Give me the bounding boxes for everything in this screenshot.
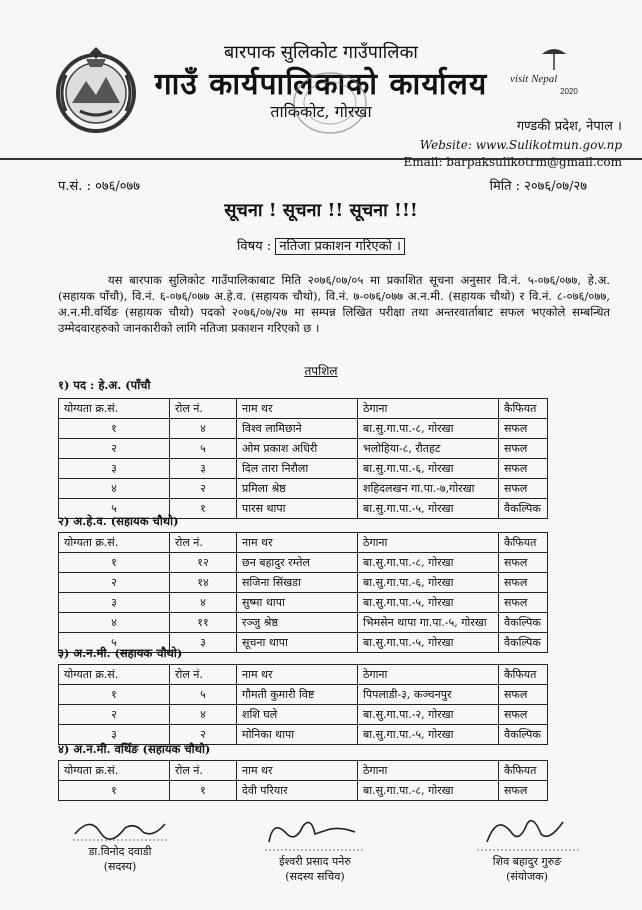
subject-prefix: विषय : — [237, 239, 272, 254]
table-header-row — [59, 665, 548, 685]
cell: ३ — [59, 725, 170, 745]
header-cell: कैफियत — [499, 533, 548, 553]
website[interactable]: Website: www.Sulikotmun.gov.np — [419, 138, 622, 152]
cell: ३ — [59, 593, 170, 613]
table-row — [59, 705, 548, 725]
table-row — [59, 439, 548, 459]
cell: बा.सु.गा.पा.-६, गोरखा — [358, 573, 499, 593]
cell: ४ — [170, 705, 237, 725]
cell: बा.सु.गा.पा.-५, गोरखा — [358, 593, 499, 613]
cell: १२ — [170, 553, 237, 573]
cell: देवी परियार — [237, 781, 358, 801]
cell: विश्व लामिछाने — [237, 419, 358, 439]
cell: सफल — [499, 593, 548, 613]
header-cell: ठेगाना — [358, 665, 499, 685]
header-cell: कैफियत — [499, 399, 548, 419]
signature-block — [462, 808, 592, 884]
cell: मोनिका थापा — [237, 725, 358, 745]
details-label: तपशिल — [304, 364, 338, 378]
cell: ४ — [59, 613, 170, 633]
office-location: ताकिकोट, गोरखा — [270, 102, 372, 121]
cell: ५ — [59, 633, 170, 653]
table-row — [59, 573, 548, 593]
province: गण्डकी प्रदेश, नेपाल । — [516, 119, 622, 134]
table-row — [59, 553, 548, 573]
cell: बा.सु.गा.पा.-६, गोरखा — [358, 459, 499, 479]
header-cell: नाम थर — [237, 533, 358, 553]
cell: भलोहिया-८, रौतहट — [358, 439, 499, 459]
table-row — [59, 685, 548, 705]
header-cell: कैफियत — [499, 761, 548, 781]
signatory-role: (सदस्य) — [103, 860, 137, 873]
signatory-name: शिव बहादुर गुरुङ — [492, 855, 562, 868]
cell: सफल — [499, 479, 548, 499]
cell: १ — [59, 685, 170, 705]
signatory-role: (संयोजक) — [506, 870, 548, 883]
cell: ३ — [170, 633, 237, 653]
cell: १ — [59, 781, 170, 801]
section-title: ४) अ.न.मी. वर्थिङ (सहायक चौथो) — [58, 742, 211, 756]
table-header-row — [59, 399, 548, 419]
cell: १ — [170, 781, 237, 801]
cell: भिमसेन थापा गा.पा.-५, गोरखा — [358, 613, 499, 633]
office-stamp-icon — [290, 68, 370, 138]
header-cell: नाम थर — [237, 665, 358, 685]
signatory-role: (सदस्य सचिव) — [285, 870, 345, 883]
cell: ५ — [170, 439, 237, 459]
header-cell: नाम थर — [237, 761, 358, 781]
cell: १४ — [170, 573, 237, 593]
table-header-row — [59, 761, 548, 781]
signature-block — [60, 812, 180, 874]
cell: २ — [59, 573, 170, 593]
cell: पिपलाडी-३, कञ्चनपुर — [358, 685, 499, 705]
header-cell: कैफियत — [499, 665, 548, 685]
notice-date: मिति : २०७६/०७/२७ — [489, 179, 587, 194]
header-cell: ठेगाना — [358, 399, 499, 419]
cell: दिल तारा निरौला — [237, 459, 358, 479]
header-cell: ठेगाना — [358, 761, 499, 781]
cell: बा.सु.गा.पा.-८, गोरखा — [358, 781, 499, 801]
cell: बा.सु.गा.पा.-५, गोरखा — [358, 633, 499, 653]
cell: सफल — [499, 705, 548, 725]
cell: छन बहादुर रम्तेल — [237, 553, 358, 573]
cell: ३ — [59, 459, 170, 479]
cell: वैकल्पिक — [499, 613, 548, 633]
cell: सजिना सिंखडा — [237, 573, 358, 593]
address-block — [403, 118, 622, 171]
municipality-name: बारपाक सुलिकोट गाउँपालिका — [224, 42, 418, 63]
result-table — [58, 532, 548, 653]
cell: सफल — [499, 459, 548, 479]
result-table — [58, 664, 548, 745]
cell: सफल — [499, 439, 548, 459]
table-row — [59, 479, 548, 499]
header-cell: नाम थर — [237, 399, 358, 419]
section-title: ३) अ.न.मी. (सहायक चौथो) — [58, 646, 183, 660]
cell: प्रमिला श्रेष्ठ — [237, 479, 358, 499]
cell: सफल — [499, 685, 548, 705]
cell: पारस थापा — [237, 499, 358, 519]
header-cell: योग्यता क्र.सं. — [59, 761, 170, 781]
cell: वैकल्पिक — [499, 725, 548, 745]
header-cell: रोल नं. — [170, 761, 237, 781]
visit-nepal-logo — [508, 40, 604, 98]
cell: ४ — [59, 479, 170, 499]
cell: ४ — [170, 419, 237, 439]
table-row — [59, 781, 548, 801]
cell: बा.सु.गा.पा.-५, गोरखा — [358, 725, 499, 745]
cell: २ — [170, 479, 237, 499]
cell: ११ — [170, 613, 237, 633]
signature-scribble-icon — [255, 812, 375, 854]
cell: बा.सु.गा.पा.-५, गोरखा — [358, 499, 499, 519]
cell: ४ — [170, 593, 237, 613]
header-cell: रोल नं. — [170, 665, 237, 685]
cell: १ — [59, 553, 170, 573]
cell: ५ — [59, 499, 170, 519]
cell: २ — [170, 725, 237, 745]
header-divider — [0, 158, 642, 160]
table-row — [59, 593, 548, 613]
cell: ३ — [170, 459, 237, 479]
reference-number: प.सं. : ०७६/०७७ — [58, 179, 141, 194]
visit-nepal-text: visit Nepal — [510, 73, 558, 85]
office-title: गाउँ कार्यपालिकाको कार्यालय — [154, 67, 488, 102]
cell: रञ्जु श्रेष्ठ — [237, 613, 358, 633]
header-cell: ठेगाना — [358, 533, 499, 553]
cell: बा.सु.गा.पा.-२, गोरखा — [358, 705, 499, 725]
cell: गौमती कुमारी विष्ट — [237, 685, 358, 705]
table-row — [59, 613, 548, 633]
table-row — [59, 419, 548, 439]
result-table — [58, 398, 548, 519]
signature-scribble-icon — [467, 808, 587, 854]
cell: सफल — [499, 419, 548, 439]
cell: २ — [59, 439, 170, 459]
cell: ५ — [170, 685, 237, 705]
cell: १ — [59, 419, 170, 439]
notice-heading: सूचना ! सूचना !! सूचना !!! — [224, 200, 418, 221]
cell: सफल — [499, 553, 548, 573]
cell: १ — [170, 499, 237, 519]
table-header-row — [59, 533, 548, 553]
cell: सुष्मा थापा — [237, 593, 358, 613]
result-table — [58, 760, 548, 801]
cell: बा.सु.गा.पा.-८, गोरखा — [358, 553, 499, 573]
signatory-name: ईश्वरी प्रसाद पनेरु — [279, 855, 351, 868]
cell: सूचना थापा — [237, 633, 358, 653]
email[interactable]: Email: barpaksulikotrm@gmail.com — [403, 155, 622, 169]
cell: शशि घले — [237, 705, 358, 725]
table-row — [59, 459, 548, 479]
subject-text: नतिजा प्रकाशन गरिएको । — [275, 238, 405, 255]
header-cell: रोल नं. — [170, 533, 237, 553]
cell: शहिदलखन गा.पा.-७,गोरखा — [358, 479, 499, 499]
cell: बा.सु.गा.पा.-८, गोरखा — [358, 419, 499, 439]
signature-block — [250, 812, 380, 884]
visit-nepal-year: 2020 — [560, 87, 578, 96]
subject-line — [0, 236, 642, 254]
signatory-name: डा.विनोद दवाडी — [88, 845, 152, 858]
signature-scribble-icon — [65, 812, 175, 844]
header-cell: योग्यता क्र.सं. — [59, 399, 170, 419]
section-title: १) पद : हे.अ. (पाँचौ — [58, 378, 151, 392]
header-cell: योग्यता क्र.सं. — [59, 533, 170, 553]
header-cell: रोल नं. — [170, 399, 237, 419]
notice-body: यस बारपाक सुलिकोट गाउँपालिकाबाट मिति २०७६/०७/०५ मा प्रकाशित सूचना अनुसार वि.नं. ५-०७६/०७७, हे.अ. (सहायक पाँचौ), वि.नं. ६-०७६/०७७ अ.हे.व. (सहायक चौथो), वि.नं. ७-०७६/०७७ अ.न.मी. (सहायक चौथो) र वि.नं. ८-०७६/०७७, अ.न.मी.वर्थिङ (सहायक चौथो) पदको २०७६/०७/२७ मा सम्पन्न लिखित परीक्षा तथा अन्तरवार्ताबाट सफल भएकोले सम्बन्धित उम्मेदवारहरुको जानकारीको लागि नतिजा प्रकाशन गरिएको छ । — [58, 273, 610, 335]
cell: वैकल्पिक — [499, 633, 548, 653]
cell: वैकल्पिक — [499, 499, 548, 519]
cell: सफल — [499, 781, 548, 801]
section-title: २) अ.हे.व. (सहायक चौथो) — [58, 514, 179, 528]
header-cell: योग्यता क्र.सं. — [59, 665, 170, 685]
cell: ओम प्रकाश अधिरी — [237, 439, 358, 459]
cell: २ — [59, 705, 170, 725]
cell: सफल — [499, 573, 548, 593]
